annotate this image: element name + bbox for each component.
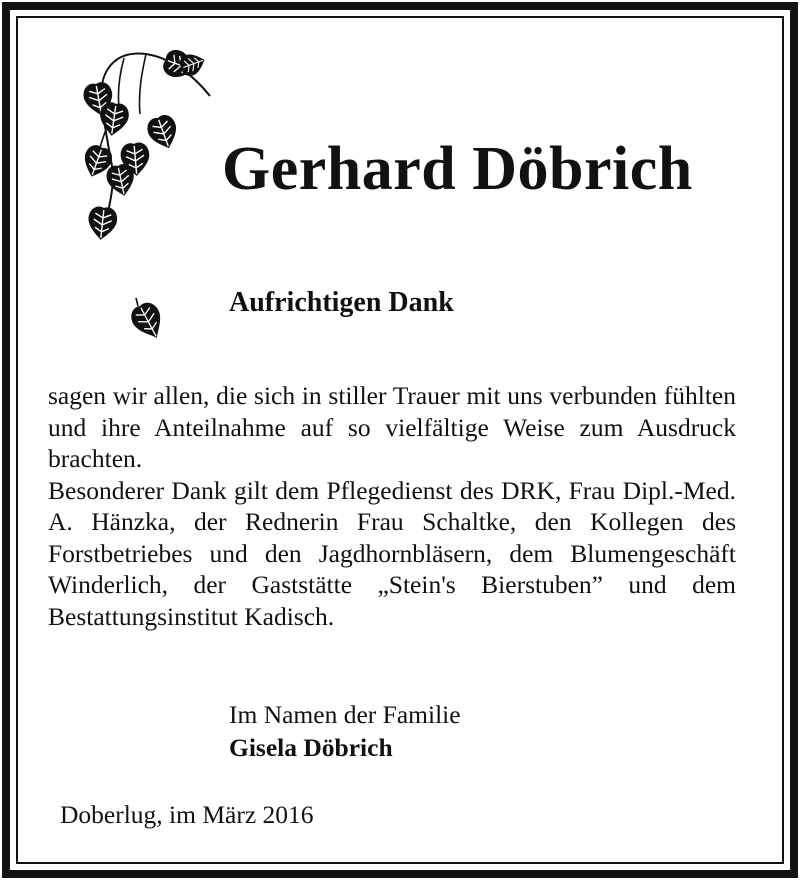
special-thanks-paragraph: Besonderer Dank gilt dem Pflegedienst des DRK, Frau Dipl.-Med. A. Hänzka, der Rednerin Frau Schaltke, den Kollegen des Forstbetriebes und den Jagdhornbläsern, dem Blumengeschäft Winderlich, der Gaststätte „Stein's Bierstuben” und dem Bestattungsinstitut Kadisch. bbox=[48, 475, 736, 631]
signature-name: Gisela Döbrich bbox=[229, 733, 393, 762]
falling-leaf-icon bbox=[126, 296, 162, 352]
birch-branch-icon bbox=[72, 44, 222, 249]
headline: Aufrichtigen Dank bbox=[229, 287, 454, 318]
signature-prefix: Im Namen der Familie bbox=[229, 700, 461, 729]
body-text bbox=[48, 380, 736, 632]
place-date: Doberlug, im März 2016 bbox=[60, 800, 314, 829]
signature-block bbox=[229, 698, 461, 764]
deceased-name: Gerhard Döbrich bbox=[222, 135, 693, 203]
thanks-paragraph: sagen wir allen, die sich in stiller Trauer mit uns verbunden fühlten und ihre Anteilnahme auf so vielfältige Weise zum Ausdruck brachten. bbox=[48, 381, 736, 473]
